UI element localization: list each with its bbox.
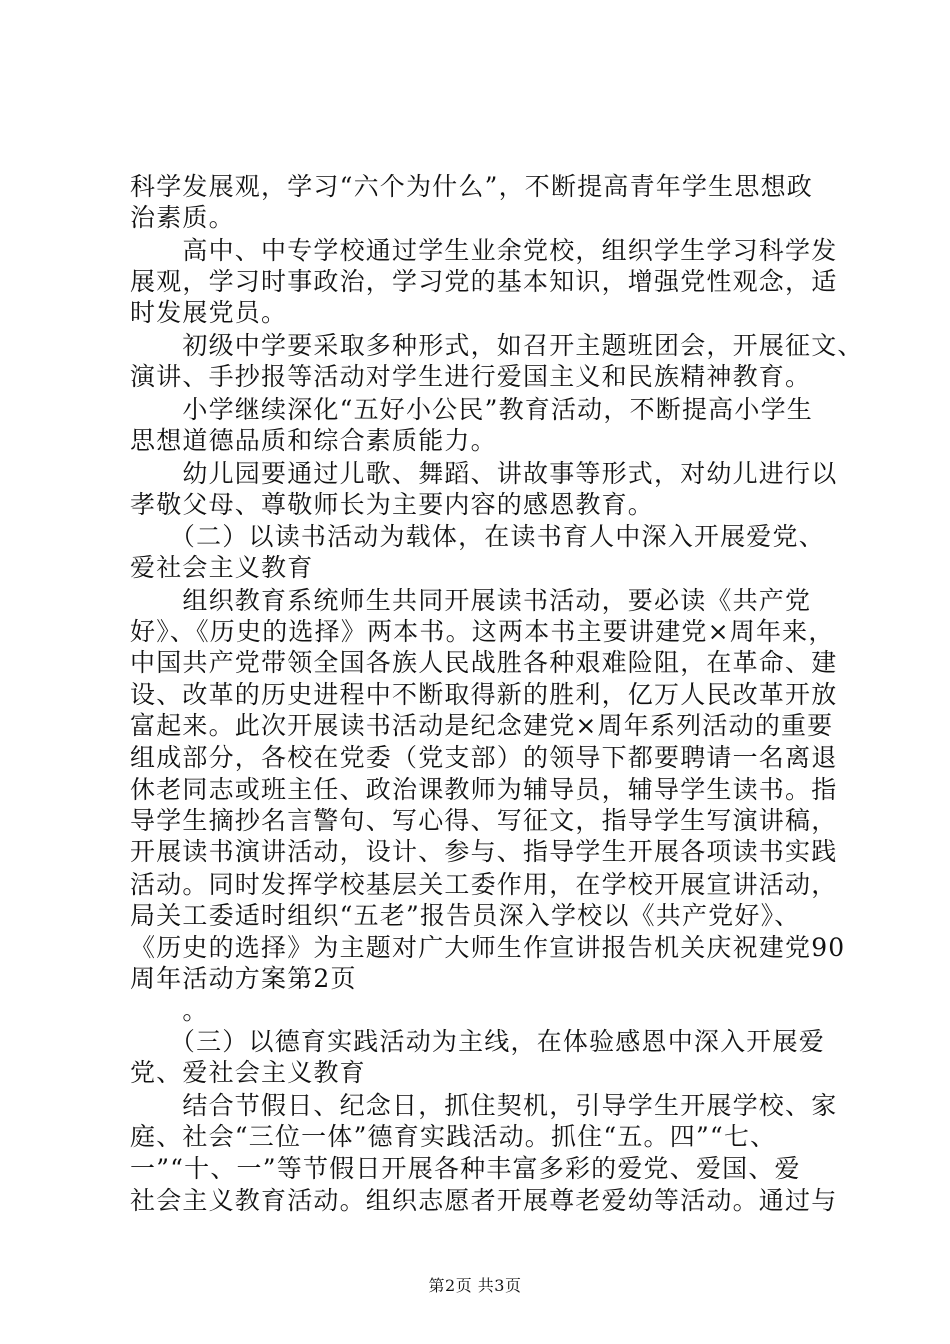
body-line: 科学发展观，学习“六个为什么”，不断提高青年学生思想政 xyxy=(130,172,813,201)
section-heading: （二）以读书活动为载体，在读书育人中深入开展爱党、 xyxy=(130,522,825,551)
body-line: 局关工委适时组织“五老”报告员深入学校以《共产党好》、 xyxy=(130,901,801,930)
body-line: 演讲、手抄报等活动对学生进行爱国主义和民族精神教育。 xyxy=(130,362,812,391)
body-line: 时发展党员。 xyxy=(130,298,288,327)
body-line: 设、改革的历史进程中不断取得新的胜利，亿万人民改革开放 xyxy=(130,680,838,709)
body-line: 幼儿园要通过儿歌、舞蹈、讲故事等形式，对幼儿进行以 xyxy=(130,459,838,488)
body-line: 中国共产党带领全国各族人民战胜各种艰难险阻，在革命、建 xyxy=(130,648,838,677)
body-line: 。 xyxy=(130,996,209,1025)
body-line: 开展读书演讲活动，设计、参与、指导学生开展各项读书实践 xyxy=(130,837,838,866)
body-line: 周年活动方案第2页 xyxy=(130,964,357,993)
body-line: 导学生摘抄名言警句、写心得、写征文，指导学生写演讲稿， xyxy=(130,806,838,835)
body-line: 一”“十、一”等节假日开展各种丰富多彩的爱党、爱国、爱 xyxy=(130,1154,801,1183)
body-line: 组织教育系统师生共同开展读书活动，要必读《共产党 xyxy=(130,586,812,615)
body-line: 结合节假日、纪念日，抓住契机，引导学生开展学校、家 xyxy=(130,1091,838,1120)
section-heading: 党、爱社会主义教育 xyxy=(130,1058,366,1087)
body-line: 活动。同时发挥学校基层关工委作用，在学校开展宣讲活动， xyxy=(130,870,838,899)
body-line: 《历史的选择》为主题对广大师生作宣讲报告机关庆祝建党90 xyxy=(130,933,846,962)
body-line: 组成部分，各校在党委（党支部）的领导下都要聘请一名离退 xyxy=(130,743,838,772)
body-line: 小学继续深化“五好小公民”教育活动，不断提高小学生 xyxy=(130,395,813,424)
body-line: 思想道德品质和综合素质能力。 xyxy=(130,426,497,455)
section-heading: 爱社会主义教育 xyxy=(130,553,314,582)
body-line: 社会主义教育活动。组织志愿者开展尊老爱幼等活动。通过与 xyxy=(130,1186,838,1215)
body-line: 高中、中专学校通过学生业余党校，组织学生学习科学发 xyxy=(130,236,838,265)
body-line: 初级中学要采取多种形式，如召开主题班团会，开展征文、 xyxy=(130,331,864,360)
body-line: 好》、《历史的选择》两本书。这两本书主要讲建党×周年来， xyxy=(130,617,835,646)
body-line: 庭、社会“三位一体”德育实践活动。抓住“五。四”“七、 xyxy=(130,1122,777,1151)
body-line: 富起来。此次开展读书活动是纪念建党×周年系列活动的重要 xyxy=(130,711,834,740)
body-line: 治素质。 xyxy=(130,203,235,232)
page-footer: 第2页 共3页 xyxy=(428,1276,522,1295)
body-line: 休老同志或班主任、政治课教师为辅导员，辅导学生读书。指 xyxy=(130,775,838,804)
body-line: 展观，学习时事政治，学习党的基本知识，增强党性观念，适 xyxy=(130,267,838,296)
body-line: 孝敬父母、尊敬师长为主要内容的感恩教育。 xyxy=(130,490,655,519)
section-heading: （三）以德育实践活动为主线，在体验感恩中深入开展爱 xyxy=(130,1027,825,1056)
